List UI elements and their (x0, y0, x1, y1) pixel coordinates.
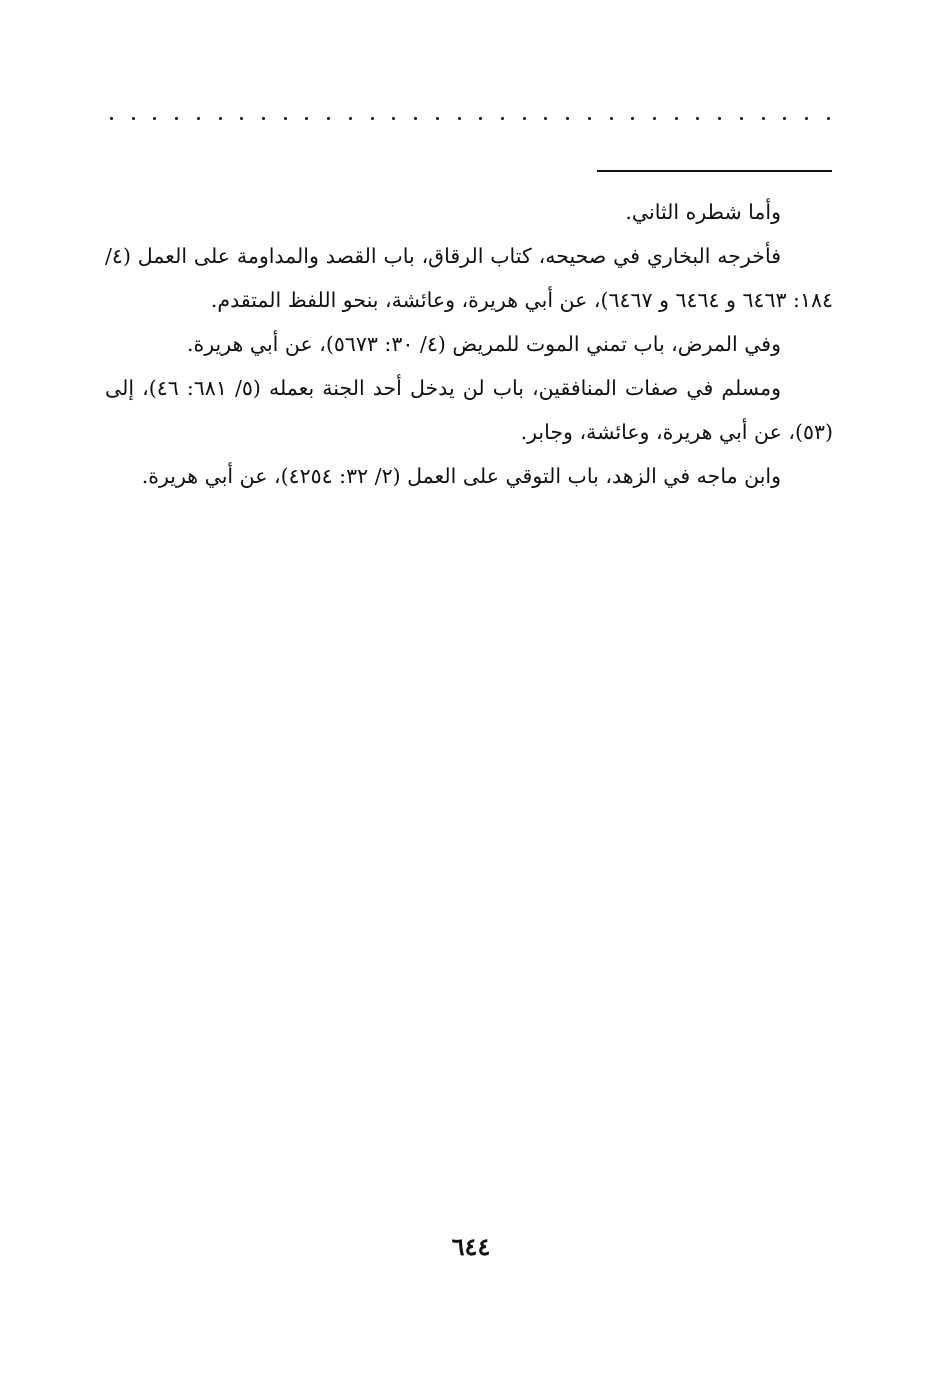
paragraph-marad: وفي المرض، باب تمني الموت للمريض (٤/ ٣٠: ٥٦٧٣)، عن أبي هريرة. (186, 332, 781, 356)
paragraph-ibn-majah: وابن ماجه في الزهد، باب التوقي على العمل (٢/ ٣٢: ٤٢٥٤)، عن أبي هريرة. (141, 464, 781, 488)
footnote-rule (597, 170, 832, 172)
footnote-text (105, 190, 833, 498)
dotted-separator (110, 108, 830, 128)
paragraph-bukhari: فأخرجه البخاري في صحيحه، كتاب الرقاق، باب القصد والمداومة على العمل (٤/ ١٨٤: ٦٤٦٣ و ٦٤٦٤ و ٦٤٦٧)، عن أبي هريرة، وعائشة، بنحو اللفظ المتقدم. (105, 244, 833, 312)
paragraph-second-part: وأما شطره الثاني. (625, 200, 781, 224)
paragraph-muslim: ومسلم في صفات المنافقين، باب لن يدخل أحد الجنة بعمله (٥/ ٦٨١: ٤٦)، إلى (٥٣)، عن أبي هريرة، وعائشة، وجابر. (105, 376, 833, 444)
page-number: ٦٤٤ (451, 1232, 491, 1261)
